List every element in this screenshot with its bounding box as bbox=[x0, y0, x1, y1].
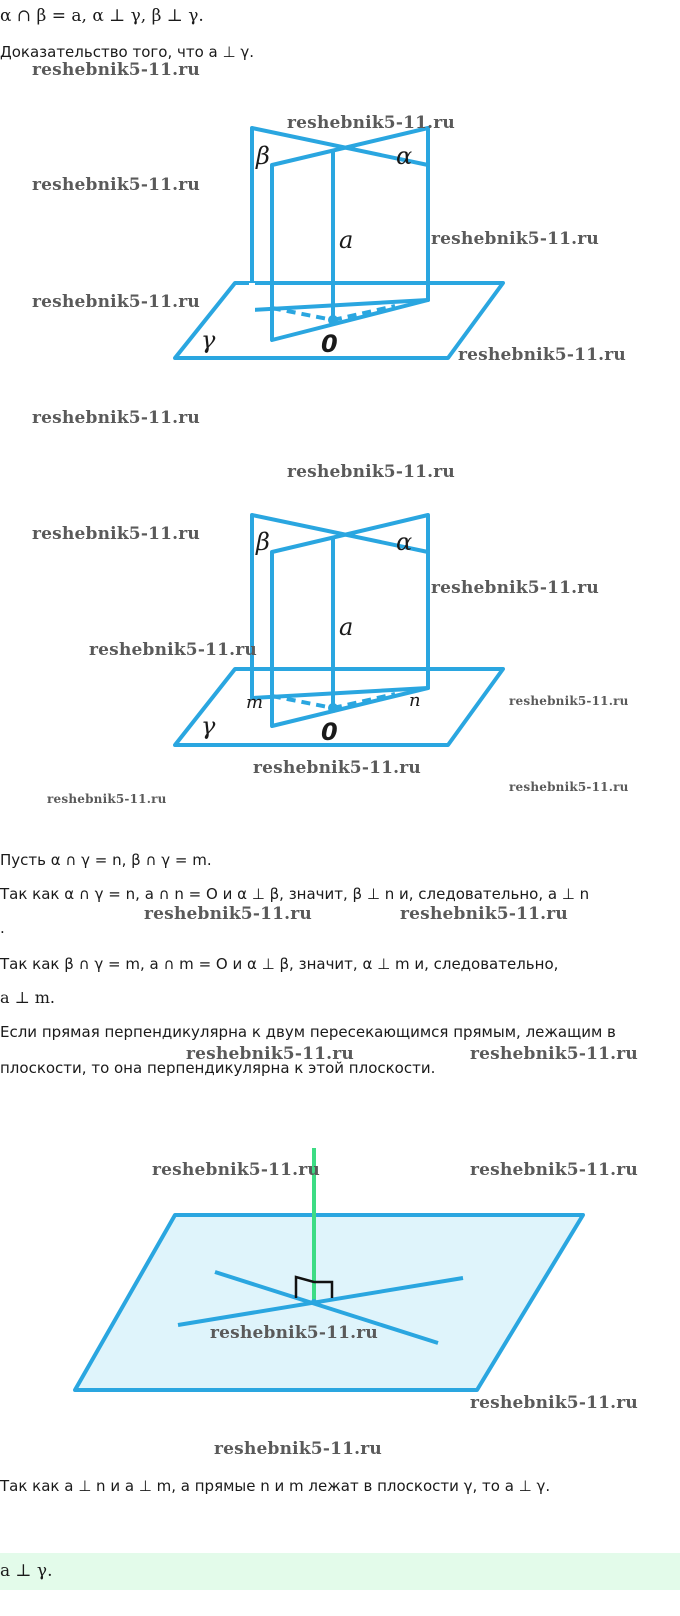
watermark: reshebnik5-11.ru bbox=[287, 462, 455, 482]
text-conclusion: Так как a ⊥ n и a ⊥ m, а прямые n и m лежат в плоскости γ, то a ⊥ γ. bbox=[0, 1477, 551, 1495]
answer-text: a ⊥ γ. bbox=[0, 1561, 53, 1581]
watermark: reshebnik5-11.ru bbox=[32, 292, 200, 312]
watermark: reshebnik5-11.ru bbox=[470, 1044, 638, 1064]
watermark: reshebnik5-11.ru bbox=[32, 408, 200, 428]
watermark: reshebnik5-11.ru bbox=[32, 524, 200, 544]
watermark: reshebnik5-11.ru bbox=[47, 792, 167, 806]
watermark: reshebnik5-11.ru bbox=[89, 640, 257, 660]
label-o: 0 bbox=[321, 330, 338, 358]
label-beta: β bbox=[256, 142, 270, 170]
text-theorem-1: Если прямая перпендикулярна к двум пересекающимся прямым, лежащим в bbox=[0, 1023, 616, 1041]
watermark: reshebnik5-11.ru bbox=[431, 229, 599, 249]
watermark: reshebnik5-11.ru bbox=[400, 904, 568, 924]
label-alpha: α bbox=[396, 142, 413, 170]
watermark: reshebnik5-11.ru bbox=[152, 1160, 320, 1180]
watermark: reshebnik5-11.ru bbox=[32, 60, 200, 80]
text-dot: . bbox=[0, 919, 5, 937]
watermark: reshebnik5-11.ru bbox=[210, 1323, 378, 1343]
text-let: Пусть α ∩ γ = n, β ∩ γ = m. bbox=[0, 851, 212, 869]
text-since-2-tail: a ⊥ m. bbox=[0, 988, 56, 1007]
text-since-2: Так как β ∩ γ = m, a ∩ m = O и α ⊥ β, значит, α ⊥ m и, следовательно, bbox=[0, 955, 559, 973]
watermark: reshebnik5-11.ru bbox=[509, 694, 629, 708]
watermark: reshebnik5-11.ru bbox=[214, 1439, 382, 1459]
to-prove-text: Доказательство того, что a ⊥ γ. bbox=[0, 43, 254, 61]
watermark: reshebnik5-11.ru bbox=[431, 578, 599, 598]
watermark: reshebnik5-11.ru bbox=[253, 758, 421, 778]
watermark: reshebnik5-11.ru bbox=[470, 1160, 638, 1180]
watermark: reshebnik5-11.ru bbox=[144, 904, 312, 924]
answer-box bbox=[0, 1553, 680, 1590]
text-theorem-2: плоскости, то она перпендикулярна к этой плоскости. bbox=[0, 1059, 436, 1077]
label-m: m bbox=[246, 692, 264, 713]
label-a-2: a bbox=[339, 613, 354, 641]
label-alpha-2: α bbox=[396, 528, 413, 556]
watermark: reshebnik5-11.ru bbox=[32, 175, 200, 195]
watermark: reshebnik5-11.ru bbox=[186, 1044, 354, 1064]
label-n: n bbox=[409, 690, 421, 711]
watermark: reshebnik5-11.ru bbox=[509, 780, 629, 794]
given-statement: α ∩ β = a, α ⊥ γ, β ⊥ γ. bbox=[0, 6, 204, 26]
label-a: a bbox=[339, 226, 354, 254]
watermark: reshebnik5-11.ru bbox=[287, 113, 455, 133]
label-beta-2: β bbox=[256, 528, 270, 556]
watermark: reshebnik5-11.ru bbox=[458, 345, 626, 365]
label-gamma: γ bbox=[201, 326, 216, 354]
label-gamma-2: γ bbox=[201, 712, 216, 740]
label-o-2: 0 bbox=[321, 718, 338, 746]
plane-gamma-3 bbox=[75, 1215, 583, 1390]
watermark: reshebnik5-11.ru bbox=[470, 1393, 638, 1413]
text-since-1: Так как α ∩ γ = n, a ∩ n = O и α ⊥ β, значит, β ⊥ n и, следовательно, a ⊥ n bbox=[0, 885, 590, 903]
